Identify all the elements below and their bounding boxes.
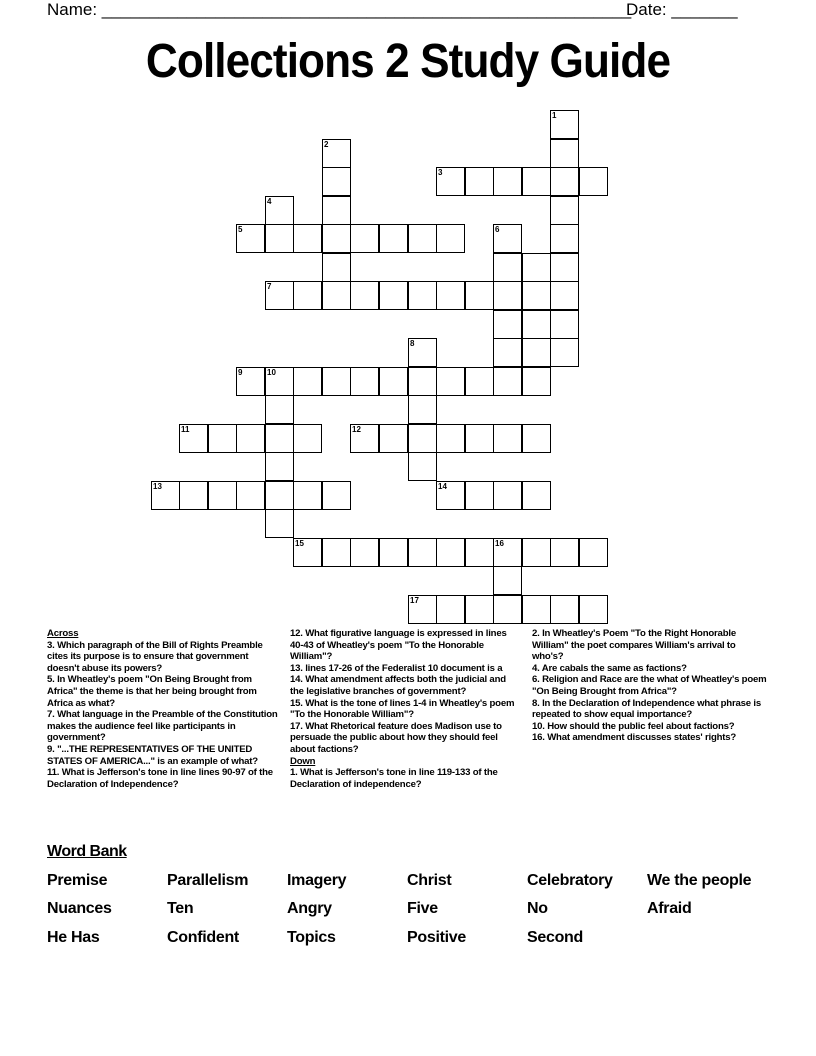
clue-number: 16	[495, 539, 504, 548]
crossword-cell[interactable]	[550, 196, 579, 225]
crossword-cell[interactable]	[436, 424, 465, 453]
clue-text: What figurative language is expressed in lines 40-43 of Wheatley's poem "To the Honorable William"?	[290, 628, 507, 663]
clue-number: 5	[238, 225, 243, 234]
crossword-cell[interactable]	[265, 367, 294, 396]
clue-item	[532, 698, 768, 721]
crossword-cell[interactable]	[379, 281, 408, 310]
crossword-cell[interactable]	[493, 167, 522, 196]
crossword-cell[interactable]	[236, 481, 265, 510]
word-bank-item: Topics	[287, 929, 336, 946]
clue-number: 15	[295, 539, 304, 548]
crossword-cell[interactable]	[522, 481, 551, 510]
crossword-cell[interactable]	[151, 481, 180, 510]
crossword-cell[interactable]	[379, 424, 408, 453]
clue-number: 3	[438, 168, 443, 177]
clue-item	[532, 628, 768, 663]
crossword-cell[interactable]	[493, 424, 522, 453]
crossword-cell[interactable]	[493, 538, 522, 567]
clue-text: In Wheatley's Poem "To the Right Honorable William" the poet compares William's arrival to who's?	[532, 628, 736, 663]
crossword-cell[interactable]	[493, 310, 522, 339]
word-bank-item: Ten	[167, 900, 194, 917]
crossword-cell[interactable]	[379, 367, 408, 396]
word-bank-item: We the people	[647, 872, 752, 889]
crossword-cell[interactable]	[236, 424, 265, 453]
clue-item	[47, 640, 283, 675]
crossword-cell[interactable]	[465, 281, 494, 310]
clue-item	[290, 628, 518, 663]
crossword-cell[interactable]	[265, 452, 294, 481]
crossword-cell[interactable]	[179, 424, 208, 453]
crossword-cell[interactable]	[465, 481, 494, 510]
clue-number: 15.	[290, 697, 306, 709]
clue-number: 8.	[532, 697, 543, 709]
clue-text: Religion and Race are the what of Wheatley's poem "On Being Brought from Africa"?	[532, 674, 767, 697]
clue-item	[47, 709, 283, 744]
page-title: Collections 2 Study Guide	[145, 35, 671, 88]
crossword-cell[interactable]	[408, 367, 437, 396]
crossword-cell[interactable]	[522, 167, 551, 196]
clue-number: 14	[438, 482, 447, 491]
crossword-cell[interactable]	[550, 338, 579, 367]
down-heading: Down	[290, 755, 316, 767]
clue-item	[47, 767, 283, 790]
clue-number: 11	[181, 425, 190, 434]
crossword-cell[interactable]	[465, 367, 494, 396]
clue-text: What amendment affects both the judicial and the legislative branches of government?	[290, 674, 506, 697]
clue-number: 9	[238, 368, 243, 377]
clue-number: 2	[324, 140, 329, 149]
crossword-cell[interactable]	[322, 196, 351, 225]
crossword-cell[interactable]	[493, 367, 522, 396]
crossword-cell[interactable]	[493, 595, 522, 624]
crossword-cell[interactable]	[579, 167, 608, 196]
clue-item	[290, 721, 518, 756]
name-field[interactable]: Name: ________________________________________________________	[47, 0, 632, 19]
crossword-cell[interactable]	[208, 481, 237, 510]
crossword-cell[interactable]	[293, 424, 322, 453]
clue-item	[532, 721, 768, 733]
crossword-cell[interactable]	[408, 452, 437, 481]
crossword-cell[interactable]	[350, 424, 379, 453]
word-bank-title: Word Bank	[47, 843, 127, 860]
clue-item	[532, 663, 768, 675]
crossword-cell[interactable]	[350, 538, 379, 567]
crossword-cell[interactable]	[236, 367, 265, 396]
crossword-cell[interactable]	[293, 281, 322, 310]
clue-number: 11.	[47, 767, 62, 779]
clue-number: 13	[153, 482, 162, 491]
crossword-cell[interactable]	[522, 338, 551, 367]
clues-column-3	[532, 628, 768, 744]
crossword-cell[interactable]	[293, 367, 322, 396]
clue-number: 10.	[532, 720, 548, 732]
crossword-cell[interactable]	[550, 281, 579, 310]
word-bank-item: No	[527, 900, 548, 917]
clue-number: 6	[495, 225, 500, 234]
clue-text: What is Jefferson's tone in line lines 90-97 of the Declaration of Independence?	[47, 767, 273, 790]
crossword-cell[interactable]	[322, 281, 351, 310]
crossword-cell[interactable]	[550, 538, 579, 567]
crossword-cell[interactable]	[379, 538, 408, 567]
clue-item	[532, 732, 768, 744]
crossword-cell[interactable]	[550, 139, 579, 168]
clue-text: Which paragraph of the Bill of Rights Preamble cites its purpose is to ensure that government doesn't abuse its powers?	[47, 639, 263, 674]
clue-text: What language in the Preamble of the Constitution makes the audience feel like participants in government?	[47, 709, 278, 744]
word-bank-item: Second	[527, 929, 583, 946]
crossword-cell[interactable]	[322, 224, 351, 253]
clues-column-1	[47, 628, 283, 790]
crossword-cell[interactable]	[179, 481, 208, 510]
clue-item	[290, 698, 518, 721]
word-bank-item: Imagery	[287, 872, 347, 889]
crossword-cell[interactable]	[265, 509, 294, 538]
clue-item	[290, 674, 518, 697]
clue-text: What Rhetorical feature does Madison use to persuade the public about how they should feel about factions?	[290, 720, 502, 755]
crossword-cell[interactable]	[465, 424, 494, 453]
clue-text: In the Declaration of Independence what phrase is repeated to show equal importance?	[532, 697, 761, 721]
date-field[interactable]: Date: _______	[626, 0, 738, 19]
clue-number: 16.	[532, 732, 548, 744]
crossword-cell[interactable]	[379, 224, 408, 253]
clue-text: What amendment discusses states' rights?	[547, 732, 737, 744]
crossword-cell[interactable]	[408, 281, 437, 310]
crossword-cell[interactable]	[436, 481, 465, 510]
crossword-cell[interactable]	[408, 395, 437, 424]
crossword-cell[interactable]	[265, 196, 294, 225]
crossword-cell[interactable]	[293, 538, 322, 567]
crossword-cell[interactable]	[436, 224, 465, 253]
word-bank-item: Celebratory	[527, 872, 613, 889]
word-bank-item: Premise	[47, 872, 108, 889]
clue-number: 13.	[290, 662, 306, 674]
crossword-cell[interactable]	[436, 367, 465, 396]
crossword-cell[interactable]	[436, 167, 465, 196]
crossword-cell[interactable]	[493, 481, 522, 510]
crossword-cell[interactable]	[493, 566, 522, 595]
crossword-cell[interactable]	[465, 595, 494, 624]
word-bank-item: Confident	[167, 929, 239, 946]
crossword-cell[interactable]	[522, 424, 551, 453]
crossword-cell[interactable]	[465, 538, 494, 567]
crossword-cell[interactable]	[293, 224, 322, 253]
crossword-cell[interactable]	[408, 424, 437, 453]
crossword-cell[interactable]	[550, 595, 579, 624]
clue-number: 9.	[47, 743, 58, 755]
crossword-cell[interactable]	[436, 595, 465, 624]
word-bank-item: Five	[407, 900, 438, 917]
clue-number: 6.	[532, 674, 543, 686]
word-bank-item: He Has	[47, 929, 100, 946]
clue-item	[47, 674, 283, 709]
clue-text: What is Jefferson's tone in line 119-133 of the Declaration of independence?	[290, 767, 498, 790]
crossword-cell[interactable]	[293, 481, 322, 510]
clue-item	[47, 744, 283, 767]
crossword-cell[interactable]	[493, 253, 522, 282]
clue-item	[290, 767, 518, 790]
clue-number: 12	[352, 425, 361, 434]
clue-text: What is the tone of lines 1-4 in Wheatley's poem "To the Honorable William"?	[290, 697, 515, 721]
crossword-cell[interactable]	[522, 367, 551, 396]
clue-number: 5.	[47, 674, 58, 686]
crossword-cell[interactable]	[322, 367, 351, 396]
crossword-cell[interactable]	[322, 253, 351, 282]
crossword-cell[interactable]	[322, 538, 351, 567]
crossword-cell[interactable]	[408, 224, 437, 253]
clue-number: 4	[267, 197, 272, 206]
crossword-cell[interactable]	[350, 224, 379, 253]
crossword-cell[interactable]	[350, 281, 379, 310]
crossword-cell[interactable]	[350, 367, 379, 396]
crossword-cell[interactable]	[322, 481, 351, 510]
crossword-cell[interactable]	[493, 338, 522, 367]
clue-number: 3.	[47, 639, 58, 651]
clue-number: 12.	[290, 628, 306, 639]
crossword-cell[interactable]	[436, 538, 465, 567]
crossword-cell[interactable]	[550, 110, 579, 139]
crossword-cell[interactable]	[208, 424, 237, 453]
clue-number: 10	[267, 368, 276, 377]
word-bank-item: Parallelism	[167, 872, 249, 889]
crossword-cell[interactable]	[265, 395, 294, 424]
crossword-cell[interactable]	[493, 281, 522, 310]
crossword-cell[interactable]	[408, 338, 437, 367]
crossword-cell[interactable]	[322, 139, 351, 168]
crossword-cell[interactable]	[579, 595, 608, 624]
crossword-cell[interactable]	[436, 281, 465, 310]
crossword-cell[interactable]	[522, 310, 551, 339]
clue-text: In Wheatley's poem "On Being Brought from Africa" the theme is that her being brought from Africa as what?	[47, 674, 257, 709]
clue-text: Are cabals the same as factions?	[541, 662, 687, 674]
crossword-cell[interactable]	[265, 224, 294, 253]
crossword-cell[interactable]	[493, 224, 522, 253]
word-bank-item: Christ	[407, 872, 452, 889]
clue-number: 1.	[290, 767, 301, 779]
word-bank-item: Positive	[407, 929, 466, 946]
clue-number: 17.	[290, 720, 306, 732]
word-bank-item: Afraid	[647, 900, 692, 917]
crossword-cell[interactable]	[465, 167, 494, 196]
clue-text: "...THE REPRESENTATIVES OF THE UNITED STATES OF AMERICA..." is an example of what?	[47, 743, 258, 767]
word-bank-item: Angry	[287, 900, 332, 917]
crossword-cell[interactable]	[550, 310, 579, 339]
clues-column-2	[290, 628, 518, 790]
clue-item	[532, 674, 768, 697]
clue-number: 7.	[47, 709, 58, 721]
crossword-cell[interactable]	[265, 481, 294, 510]
word-bank-item: Nuances	[47, 900, 112, 917]
crossword-cell[interactable]	[322, 167, 351, 196]
crossword-cell[interactable]	[550, 253, 579, 282]
clue-number: 14.	[290, 674, 306, 686]
clue-text: lines 17-26 of the Federalist 10 document is a	[305, 662, 503, 674]
crossword-cell[interactable]	[408, 595, 437, 624]
crossword-cell[interactable]	[265, 424, 294, 453]
crossword-cell[interactable]	[522, 253, 551, 282]
crossword-cell[interactable]	[522, 281, 551, 310]
crossword-cell[interactable]	[522, 538, 551, 567]
clue-number: 7	[267, 282, 272, 291]
crossword-cell[interactable]	[522, 595, 551, 624]
across-heading: Across	[47, 628, 79, 639]
clue-number: 1	[552, 111, 557, 120]
crossword-cell[interactable]	[550, 224, 579, 253]
crossword-cell[interactable]	[550, 167, 579, 196]
crossword-cell[interactable]	[236, 224, 265, 253]
crossword-cell[interactable]	[408, 538, 437, 567]
clue-number: 4.	[532, 662, 542, 674]
crossword-cell[interactable]	[265, 281, 294, 310]
clue-number: 17	[410, 596, 419, 605]
clue-text: How should the public feel about factions?	[547, 720, 735, 732]
clue-item	[290, 663, 518, 675]
clue-number: 2.	[532, 628, 543, 639]
clue-number: 8	[410, 339, 415, 348]
crossword-cell[interactable]	[579, 538, 608, 567]
